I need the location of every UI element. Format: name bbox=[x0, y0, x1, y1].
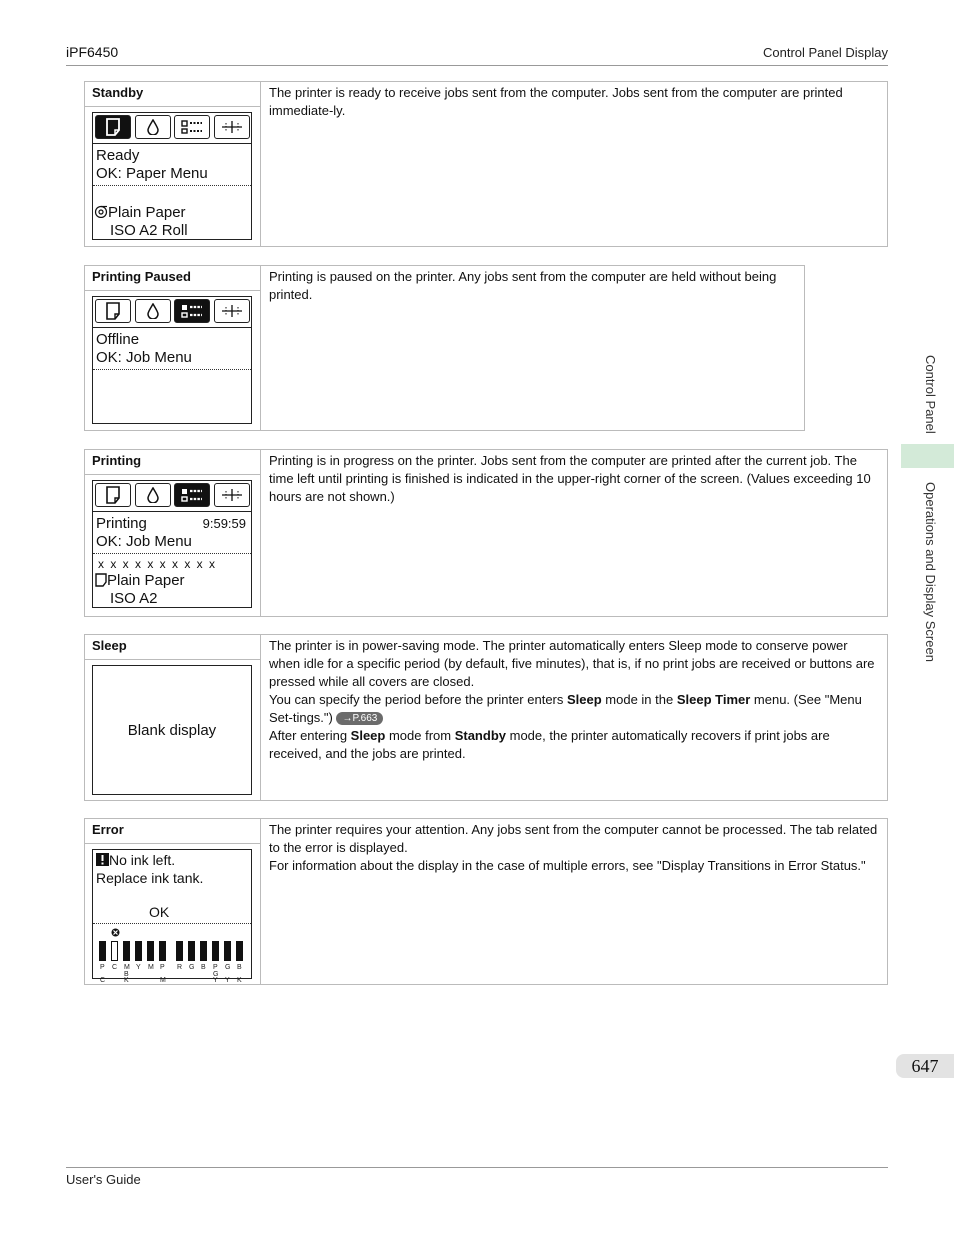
ink-tank bbox=[212, 941, 219, 961]
error-desc-2: For information about the display in the case of multiple errors, see "Display Transitions in Error Status." bbox=[269, 858, 866, 873]
ink-tank bbox=[123, 941, 130, 961]
printing-tabs bbox=[93, 481, 251, 512]
section-sleep bbox=[84, 634, 888, 801]
ink-drop-icon bbox=[147, 119, 159, 135]
ink-label-top: R bbox=[177, 964, 183, 971]
sleep-desc-2: You can specify the period before the printer enters Sleep mode in the Sleep Timer menu. (See "Menu Set-tings.") →P.663 bbox=[269, 692, 862, 725]
error-title: Error bbox=[85, 819, 260, 844]
ink-tank bbox=[176, 941, 183, 961]
ink-label-top: M bbox=[148, 964, 154, 971]
tab-ink[interactable] bbox=[135, 483, 171, 507]
sheet-paper-icon bbox=[95, 573, 107, 587]
ink-label-bottom: Y bbox=[225, 977, 230, 984]
printing-lcd bbox=[92, 480, 252, 608]
error-message: No ink left. bbox=[109, 852, 176, 868]
paused-description: Printing is paused on the printer. Any jobs sent from the computer are held without being printed. bbox=[269, 269, 777, 302]
sleep-desc-1: The printer is in power-saving mode. The printer automatically enters Sleep mode to conserve power when idle for a specific period (by default, five minutes), that is, if no print jobs are received or buttons are pressed while all covers are closed. bbox=[269, 638, 875, 689]
standby-description: The printer is ready to receive jobs sent from the computer. Jobs sent from the computer are printed immediate-ly. bbox=[269, 85, 843, 118]
ink-tank bbox=[236, 941, 243, 961]
section-printing-paused bbox=[84, 265, 805, 431]
tab-paper[interactable] bbox=[95, 115, 131, 139]
printing-status-row bbox=[93, 515, 251, 533]
footer-title: User's Guide bbox=[66, 1172, 141, 1187]
standby-lcd bbox=[92, 112, 252, 240]
standby-paper-type: Plain Paper bbox=[108, 204, 186, 221]
side-tab-control-panel[interactable]: Control Panel bbox=[923, 355, 938, 434]
tab-settings[interactable] bbox=[214, 115, 250, 139]
sleep-title: Sleep bbox=[85, 635, 260, 660]
ink-tank bbox=[188, 941, 195, 961]
ink-tank bbox=[200, 941, 207, 961]
printing-paper-type: Plain Paper bbox=[107, 572, 185, 589]
ink-label-top: P bbox=[100, 964, 105, 971]
ink-label-bottom: K bbox=[237, 977, 242, 984]
page-number: 647 bbox=[896, 1054, 954, 1078]
standby-divider bbox=[93, 185, 251, 186]
tab-job[interactable] bbox=[174, 299, 210, 323]
standby-paper-size: ISO A2 Roll bbox=[110, 222, 188, 239]
sleep-desc-3: After entering Sleep mode from Standby mode, the printer automatically recovers if print jobs are received, and the jobs are printed. bbox=[269, 728, 830, 761]
paused-ok-hint: OK: Job Menu bbox=[96, 349, 192, 366]
ink-label-top: P bbox=[160, 964, 165, 971]
tab-job[interactable] bbox=[174, 483, 210, 507]
sleep-blank-display: Blank display bbox=[127, 721, 217, 739]
ink-label-top: G bbox=[225, 964, 231, 971]
tab-job[interactable] bbox=[174, 115, 210, 139]
sleep-lcd bbox=[92, 665, 252, 795]
ink-label-mid: G bbox=[213, 971, 219, 978]
ink-label-bottom: M bbox=[160, 977, 166, 984]
error-message-row bbox=[93, 851, 251, 869]
side-tab-operations[interactable]: Operations and Display Screen bbox=[923, 482, 938, 662]
job-icon bbox=[180, 303, 204, 319]
menu-settings-page-link[interactable]: →P.663 bbox=[336, 712, 383, 725]
settings-icon bbox=[220, 487, 244, 503]
paper-icon bbox=[105, 302, 121, 320]
error-description bbox=[269, 821, 879, 875]
printing-divider bbox=[93, 553, 251, 554]
section-standby bbox=[84, 81, 888, 247]
printing-description: Printing is in progress on the printer. Jobs sent from the computer are printed after the current job. The time left until printing is finished is indicated in the upper-right corner of the screen. (Values exceeding 10 hours are not shown.) bbox=[269, 453, 871, 504]
standby-left-column bbox=[85, 82, 261, 246]
standby-ok-hint: OK: Paper Menu bbox=[96, 165, 208, 182]
ink-label-bottom: K bbox=[124, 977, 129, 984]
roll-paper-icon bbox=[94, 205, 108, 218]
side-tab-highlight bbox=[901, 444, 954, 468]
sleep-left-column bbox=[85, 635, 261, 800]
ink-tank bbox=[111, 941, 118, 961]
sleep-description bbox=[269, 637, 879, 763]
standby-status: Ready bbox=[96, 147, 140, 164]
ink-level-panel bbox=[93, 926, 251, 986]
printing-status: Printing bbox=[96, 515, 147, 532]
header-section: Control Panel Display bbox=[762, 45, 888, 60]
ink-tank bbox=[224, 941, 231, 961]
tab-settings[interactable] bbox=[214, 299, 250, 323]
ink-label-top: M bbox=[124, 964, 130, 971]
section-error bbox=[84, 818, 888, 985]
ink-label-top: Y bbox=[136, 964, 141, 971]
paused-divider bbox=[93, 369, 251, 370]
paper-icon bbox=[105, 118, 121, 136]
ink-tank bbox=[99, 941, 106, 961]
printing-job-name: x x x x x x x x x x bbox=[98, 557, 217, 571]
settings-icon bbox=[220, 119, 244, 135]
error-divider bbox=[93, 923, 251, 924]
paper-icon bbox=[105, 486, 121, 504]
printing-paper-size: ISO A2 bbox=[110, 590, 158, 607]
standby-paper-row bbox=[93, 204, 251, 222]
job-icon bbox=[180, 487, 204, 503]
paused-lcd bbox=[92, 296, 252, 424]
printing-paper-row bbox=[93, 572, 251, 590]
empty-ink-marker-icon bbox=[111, 928, 120, 937]
error-lcd bbox=[92, 849, 252, 984]
section-printing bbox=[84, 449, 888, 617]
ink-label-bottom: C bbox=[100, 977, 106, 984]
ink-tank bbox=[135, 941, 142, 961]
error-left-column bbox=[85, 819, 261, 984]
tab-paper[interactable] bbox=[95, 483, 131, 507]
error-desc-1: The printer requires your attention. Any jobs sent from the computer cannot be processed. The tab related to the error is displayed. bbox=[269, 822, 878, 855]
header-model: iPF6450 bbox=[66, 44, 119, 60]
footer-divider bbox=[66, 1167, 888, 1168]
ink-label-top: B bbox=[201, 964, 206, 971]
ink-drop-icon bbox=[147, 303, 159, 319]
ink-label-bottom: Y bbox=[213, 977, 218, 984]
ink-drop-icon bbox=[147, 487, 159, 503]
error-instruction: Replace ink tank. bbox=[96, 870, 204, 886]
settings-icon bbox=[220, 303, 244, 319]
ink-label-top: P bbox=[213, 964, 218, 971]
printing-title: Printing bbox=[85, 450, 260, 475]
paused-left-column bbox=[85, 266, 261, 430]
printing-left-column bbox=[85, 450, 261, 616]
tab-paper[interactable] bbox=[95, 299, 131, 323]
tab-ink[interactable] bbox=[135, 299, 171, 323]
job-icon bbox=[180, 119, 204, 135]
ink-label-top: B bbox=[237, 964, 242, 971]
tab-ink[interactable] bbox=[135, 115, 171, 139]
error-ok-label: OK bbox=[149, 904, 170, 920]
warning-icon bbox=[96, 853, 109, 866]
ink-tank bbox=[147, 941, 154, 961]
paused-title: Printing Paused bbox=[85, 266, 260, 291]
standby-tabs bbox=[93, 113, 251, 144]
ink-tank bbox=[159, 941, 166, 961]
header-divider bbox=[66, 65, 888, 66]
tab-settings[interactable] bbox=[214, 483, 250, 507]
ink-label-top: C bbox=[112, 964, 118, 971]
ink-label-mid: B bbox=[124, 971, 129, 978]
paused-status: Offline bbox=[96, 331, 140, 348]
paused-tabs bbox=[93, 297, 251, 328]
standby-title: Standby bbox=[85, 82, 260, 107]
printing-time-left: 9:59:59 bbox=[202, 516, 246, 531]
printing-ok-hint: OK: Job Menu bbox=[96, 533, 192, 550]
ink-label-top: G bbox=[189, 964, 195, 971]
